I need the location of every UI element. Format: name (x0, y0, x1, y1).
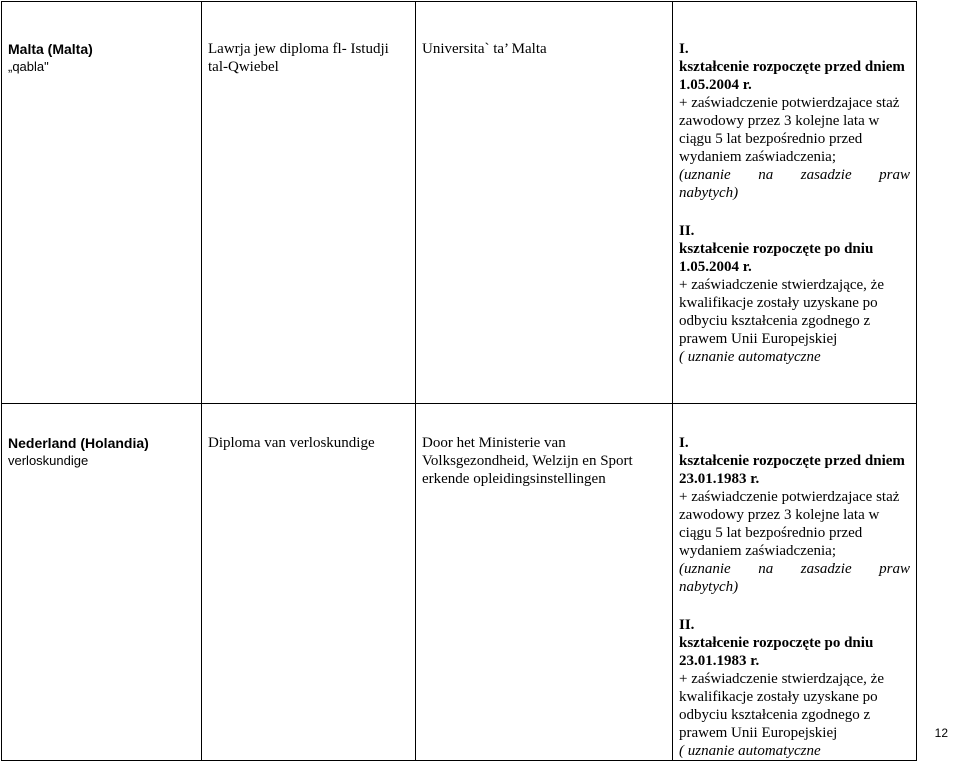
section-note: (uznanie na zasadzie praw (679, 561, 910, 577)
section-note-continued: nabytych) (679, 185, 739, 201)
section-text: + zaświadczenie stwierdzające, że kwalifikacje zostały uzyskane po odbyciu kształcenia zgodnego z prawem Unii Europejskiej (679, 671, 884, 741)
requirements-cell (673, 2, 917, 404)
issuing-body-cell: Universita` ta’ Malta (416, 2, 673, 404)
country-cell (2, 2, 202, 404)
section-heading: kształcenie rozpoczęte po dniu 1.05.2004 r. (679, 241, 874, 275)
issuing-body-cell: Door het Ministerie van Volksgezondheid, Welzijn en Sport erkende opleidingsinstellingen (416, 404, 673, 761)
section-note: ( uznanie automatyczne (679, 743, 821, 759)
section-note: (uznanie na zasadzie praw (679, 167, 910, 183)
country-name: Nederland (Holandia) (8, 435, 149, 451)
profession-name: „qabla" (8, 59, 49, 74)
page-number: 12 (934, 726, 948, 740)
section-number: II. (679, 223, 695, 239)
section-text: + zaświadczenie stwierdzające, że kwalifikacje zostały uzyskane po odbyciu kształcenia zgodnego z prawem Unii Europejskiej (679, 277, 884, 347)
diploma-cell: Diploma van verloskundige (202, 404, 416, 761)
section-note: ( uznanie automatyczne (679, 349, 821, 365)
requirements-cell (673, 404, 917, 761)
section-heading: kształcenie rozpoczęte po dniu 23.01.1983 r. (679, 635, 874, 669)
country-cell (2, 404, 202, 761)
section-note-continued: nabytych) (679, 579, 739, 595)
section-number: I. (679, 435, 689, 451)
table-row (2, 2, 917, 404)
section-text: + zaświadczenie potwierdzajace staż zawodowy przez 3 kolejne lata w ciągu 5 lat bezpośrednio przed wydaniem zaświadczenia; (679, 489, 900, 559)
section-number: I. (679, 41, 689, 57)
country-name: Malta (Malta) (8, 41, 93, 57)
qualifications-table (1, 1, 917, 761)
profession-name: verloskundige (8, 453, 89, 468)
section-text: + zaświadczenie potwierdzajace staż zawodowy przez 3 kolejne lata w ciągu 5 lat bezpośrednio przed wydaniem zaświadczenia; (679, 95, 900, 165)
section-heading: kształcenie rozpoczęte przed dniem 1.05.2004 r. (679, 59, 905, 93)
table-row (2, 404, 917, 761)
diploma-cell: Lawrja jew diploma fl- Istudji tal-Qwiebel (202, 2, 416, 404)
section-heading: kształcenie rozpoczęte przed dniem 23.01.1983 r. (679, 453, 905, 487)
section-number: II. (679, 617, 695, 633)
